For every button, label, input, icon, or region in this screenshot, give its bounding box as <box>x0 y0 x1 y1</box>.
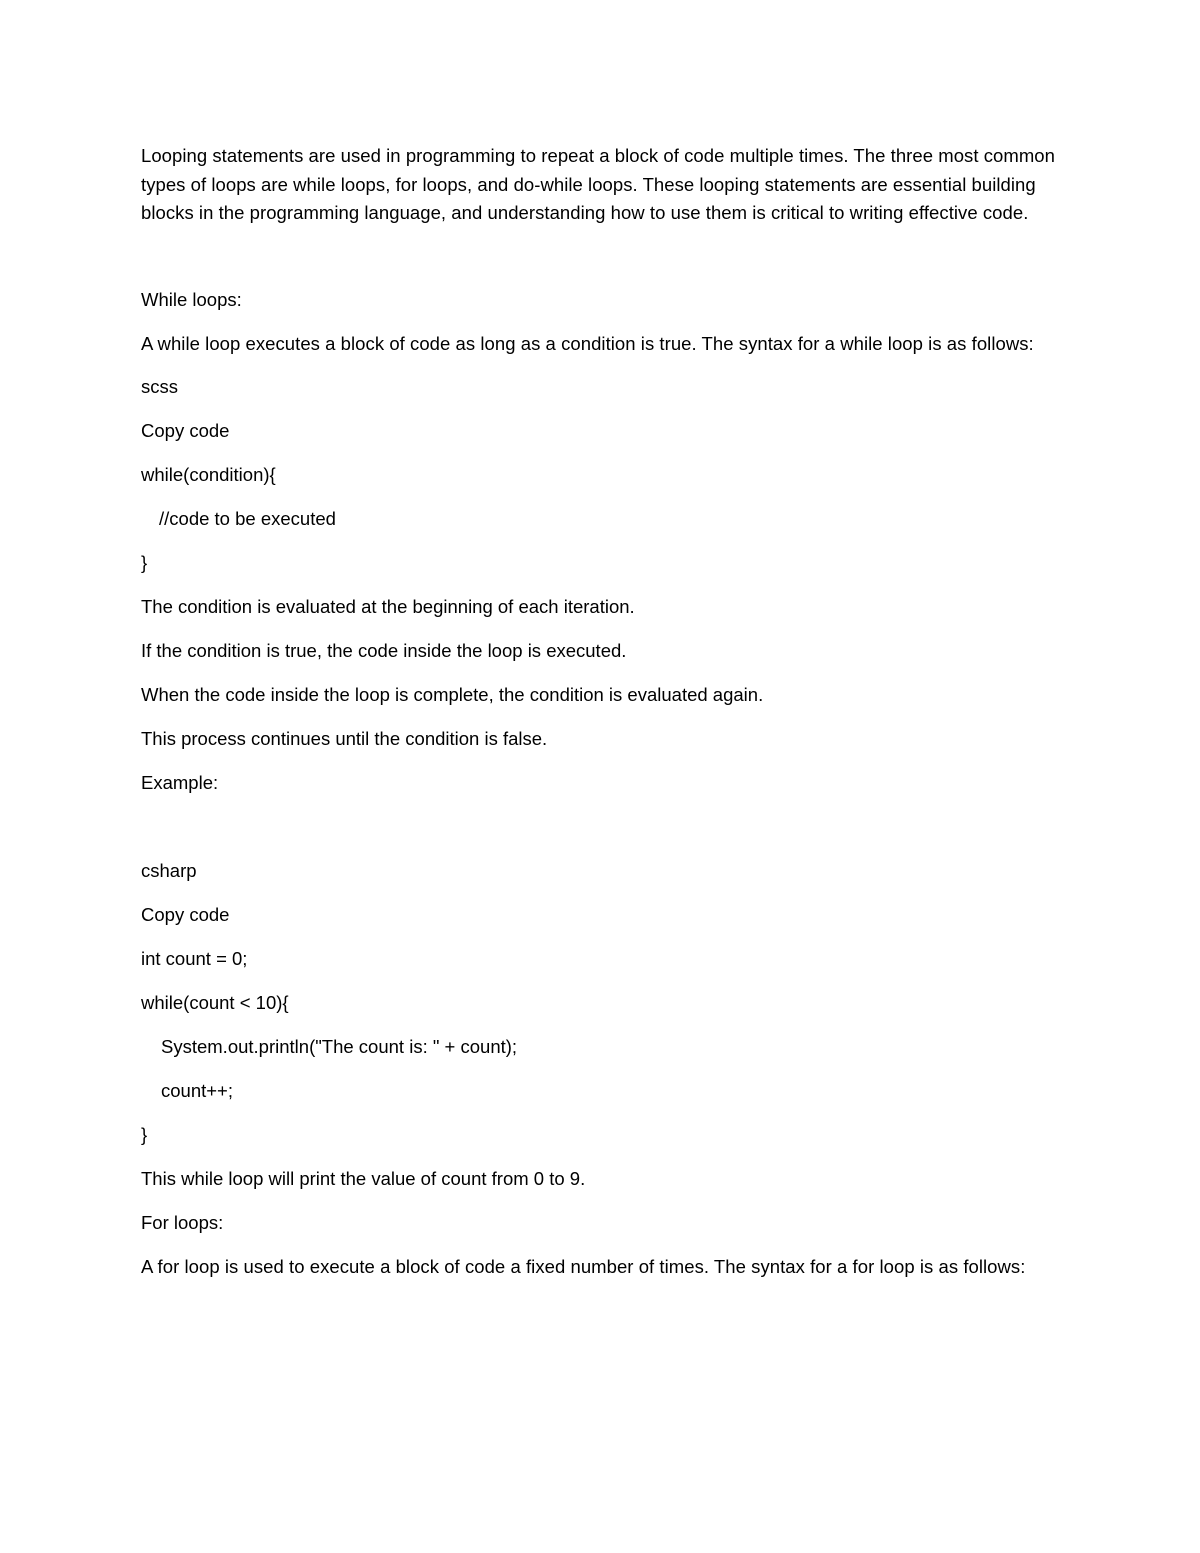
explanation-line: The condition is evaluated at the beginning of each iteration. <box>141 596 635 617</box>
copy-code-button[interactable]: Copy code <box>141 904 230 925</box>
example-code-line: count++; <box>161 1080 234 1101</box>
explanation-line: This process continues until the condition is false. <box>141 728 548 749</box>
while-heading: While loops: <box>141 288 242 310</box>
syntax-line: } <box>141 552 148 573</box>
while-description: A while loop executes a block of code as long as a condition is true. The syntax for a while loop is as follows: <box>141 332 1034 354</box>
intro-paragraph: Looping statements are used in programming to repeat a block of code multiple times. The three most common types of loops are while loops, for loops, and do-while loops. These looping statements are essential building blocks in the programming language, and understanding how to use them is critical to writing effective code. <box>141 145 1055 223</box>
example-result: This while loop will print the value of count from 0 to 9. <box>141 1168 586 1189</box>
example-code-line: } <box>141 1124 148 1145</box>
code-language-label: csharp <box>141 860 197 881</box>
spacer <box>141 228 1061 286</box>
for-description: A for loop is used to execute a block of code a fixed number of times. The syntax for a for loop is as follows: <box>141 1256 1026 1277</box>
syntax-line: while(condition){ <box>141 464 276 485</box>
document-body <box>141 142 1061 1282</box>
copy-code-button[interactable]: Copy code <box>141 420 230 441</box>
syntax-line: //code to be executed <box>159 508 336 529</box>
example-code-line: while(count < 10){ <box>141 992 289 1013</box>
for-heading: For loops: <box>141 1212 224 1233</box>
explanation-line: When the code inside the loop is complete, the condition is evaluated again. <box>141 684 764 705</box>
explanation-line: If the condition is true, the code inside the loop is executed. <box>141 640 627 661</box>
code-language-label: scss <box>141 376 178 397</box>
example-label: Example: <box>141 772 219 793</box>
example-code-line: System.out.println("The count is: " + count); <box>161 1036 518 1057</box>
example-code-line: int count = 0; <box>141 948 248 969</box>
